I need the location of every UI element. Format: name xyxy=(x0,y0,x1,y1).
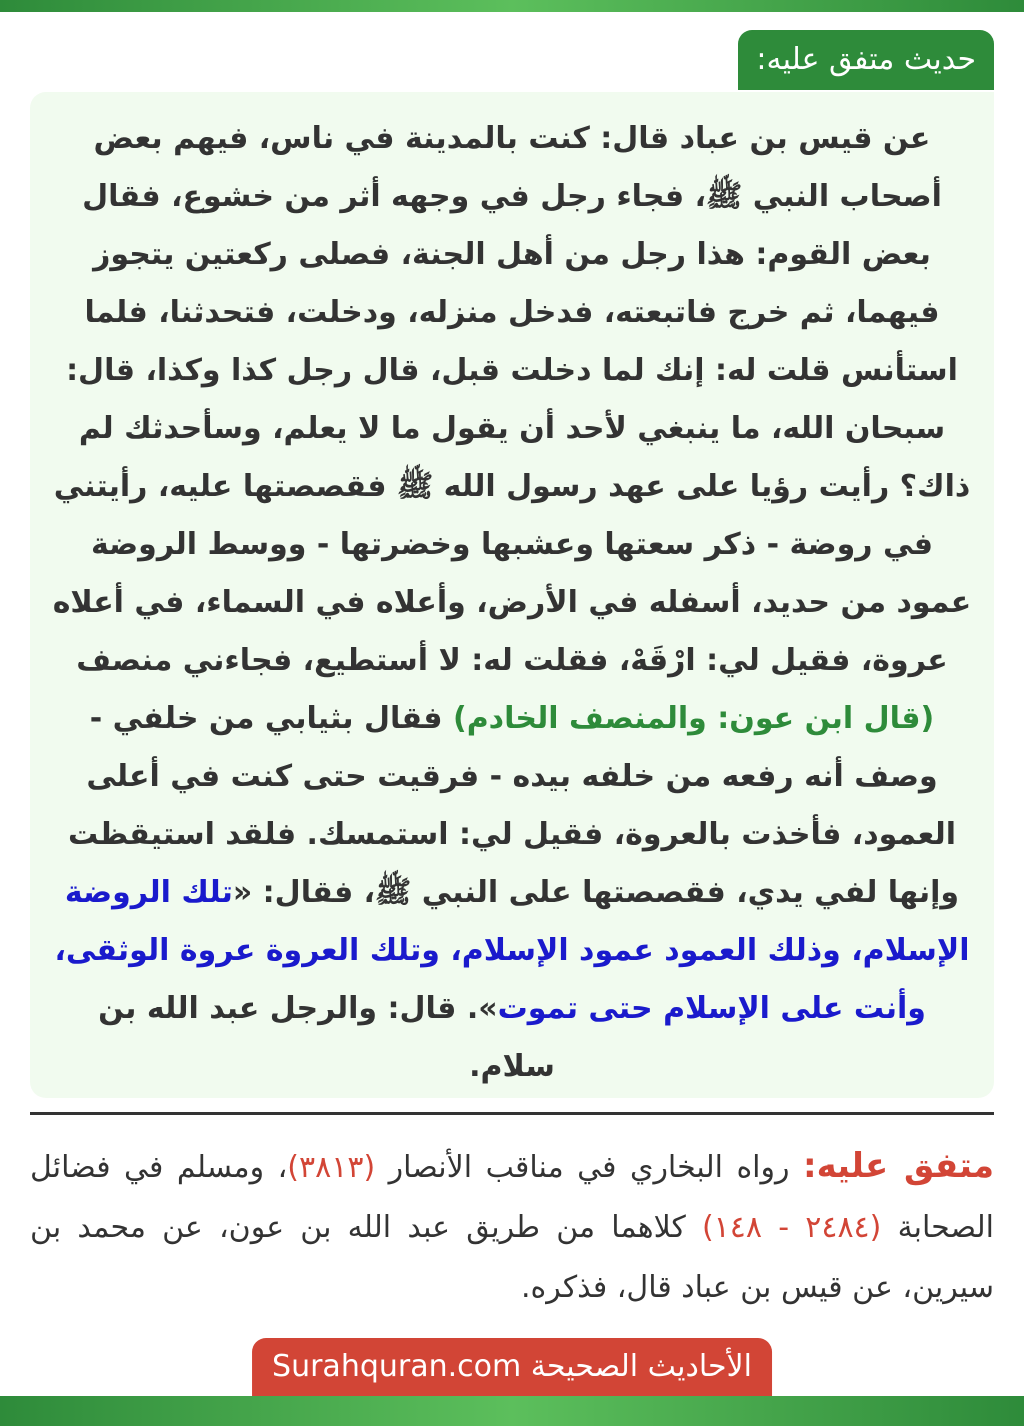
source-heading: متفق عليه: xyxy=(802,1146,995,1186)
source-text-1: رواه البخاري في مناقب الأنصار xyxy=(375,1150,803,1185)
source-text-3: كلاهما من طريق عبد الله بن عون، عن محمد بن سيرين، عن قيس بن عباد قال، فذكره. xyxy=(30,1210,994,1305)
hadith-text xyxy=(52,110,972,1096)
muslim-ref: (٢٤٨٤ - ١٤٨) xyxy=(701,1210,882,1245)
hadith-card xyxy=(30,92,994,1098)
site-footer-badge[interactable]: الأحاديث الصحيحة Surahquran.com xyxy=(252,1338,772,1396)
source-text-2: ، ومسلم في فضائل الصحابة xyxy=(30,1150,995,1245)
hadith-part-2: فقال بثيابي من خلفي - وصف أنه رفعه من خلفه بيده - فرقيت حتى كنت في أعلى العمود، فأخذت بالعروة، فقيل لي: استمسك. فلقد استيقظت وإنها لفي يدي، فقصصتها على النبي ﷺ، فقال: « xyxy=(68,701,960,910)
narrator-note: (قال ابن عون: والمنصف الخادم) xyxy=(452,701,935,736)
bukhari-ref: (٣٨١٣) xyxy=(287,1150,376,1185)
prophet-quote: تلك الروضة الإسلام، وذلك العمود عمود الإسلام، وتلك العروة عروة الوثقى، وأنت على الإسلام حتى تموت xyxy=(54,875,970,1026)
hadith-type-badge: حديث متفق عليه: xyxy=(738,30,994,90)
bottom-decor-bar xyxy=(0,1396,1024,1426)
source-takhrij xyxy=(30,1136,994,1318)
hadith-part-1: عن قيس بن عباد قال: كنت بالمدينة في ناس، فيهم بعض أصحاب النبي ﷺ، فجاء رجل في وجهه أثر من خشوع، فقال بعض القوم: هذا رجل من أهل الجنة، فصلى ركعتين يتجوز فيهما، ثم خرج فاتبعته، فدخل منزله، ودخلت، فتحدثنا، فلما استأنس قلت له: إنك لما دخلت قبل، قال رجل كذا وكذا، قال: سبحان الله، ما ينبغي لأحد أن يقول ما لا يعلم، وسأحدثك لم ذاك؟ رأيت رؤيا على عهد رسول الله ﷺ فقصصتها عليه، رأيتني في روضة - ذكر سعتها وعشبها وخضرتها - ووسط الروضة عمود من حديد، أسفله في الأرض، وأعلاه في السماء، في أعلاه عروة، فقيل لي: ارْقَهْ، فقلت له: لا أستطيع، فجاءني منصف xyxy=(52,121,972,678)
top-decor-bar xyxy=(0,0,1024,12)
section-divider xyxy=(30,1112,994,1115)
hadith-part-3: ». قال: والرجل عبد الله بن سلام. xyxy=(98,991,555,1084)
